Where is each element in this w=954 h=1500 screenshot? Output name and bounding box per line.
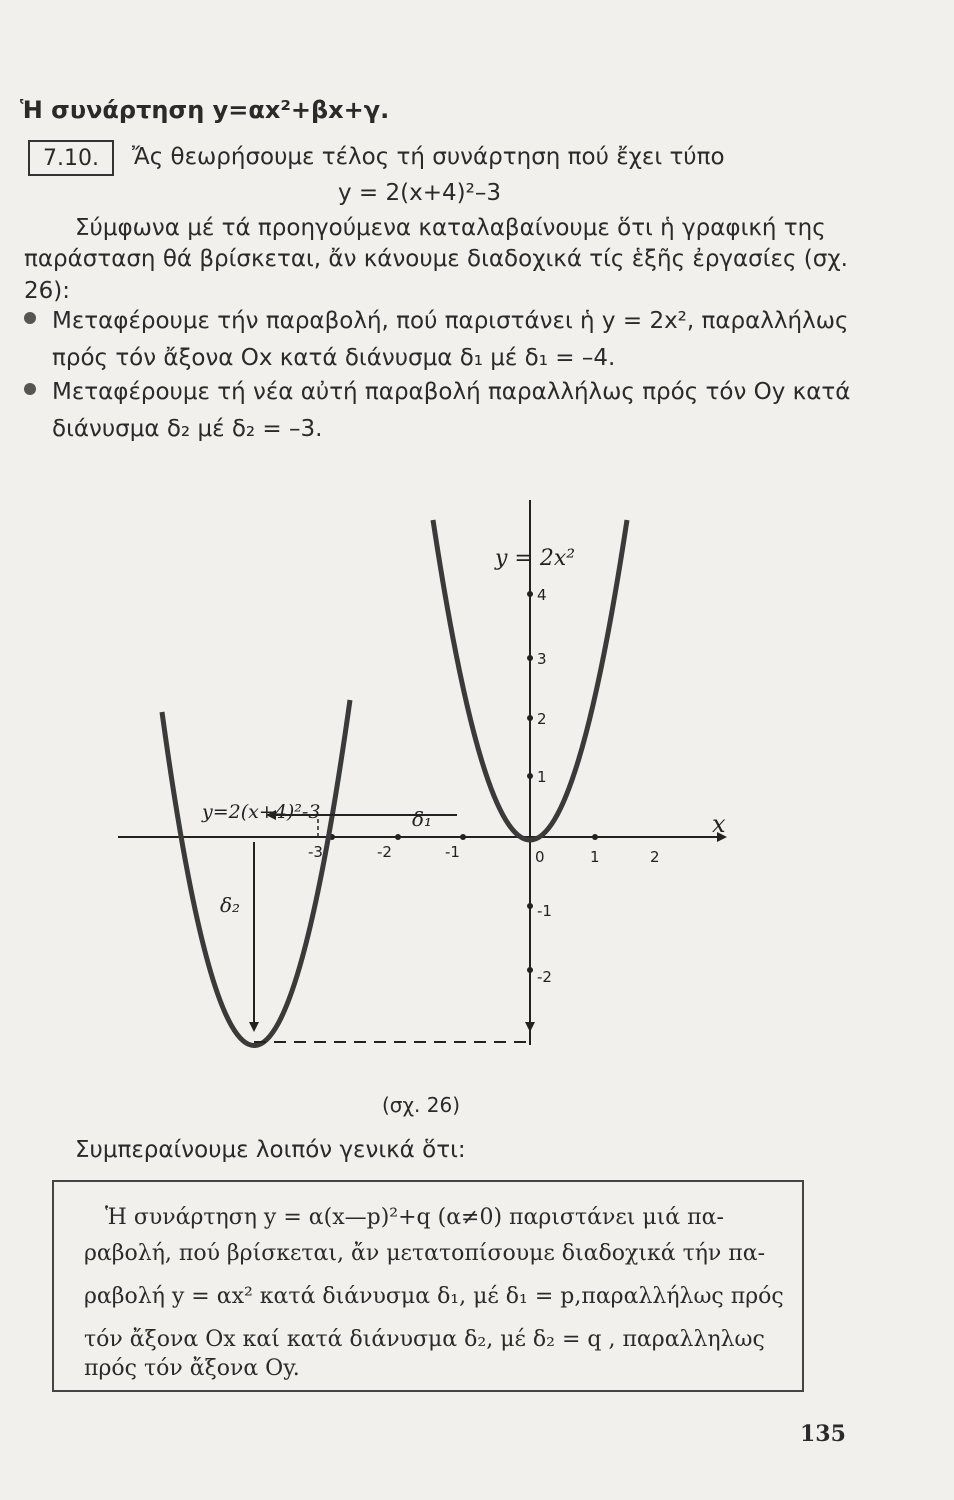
bullet-2-line-1: Μεταφέρουμε τή νέα αὐτή παραβολή παραλλήλως πρός τόν Oy κατά	[52, 379, 851, 405]
theorem-line-1: Ἡ συνάρτηση y = α(x—p)²+q (α≠0) παριστάνει μιά πα-	[105, 1205, 724, 1230]
x-tick-label: -3	[308, 843, 323, 861]
conclusion-text: Συμπεραίνουμε λοιπόν γενικά ὅτι:	[75, 1137, 466, 1163]
example-formula: y = 2(x+4)²–3	[338, 180, 501, 206]
paragraph-line-1: Σύμφωνα μέ τά προηγούμενα καταλαβαίνουμε ὅτι ἡ γραφική της	[75, 215, 826, 241]
bullet-2-line-2: διάνυσμα δ₂ μέ δ₂ = –3.	[52, 416, 323, 442]
bullet-2-dot	[24, 383, 36, 395]
x-tick-label: 0	[535, 848, 545, 866]
bullet-1-line-2: πρός τόν ἄξονα Ox κατά διάνυσμα δ₁ μέ δ₁ = –4.	[52, 345, 616, 371]
figure-caption: (σχ. 26)	[382, 1093, 460, 1117]
example-number: 7.10.	[43, 145, 99, 171]
theorem-line-3: ραβολή y = αx² κατά διάνυσμα δ₁, μέ δ₁ = p,παραλλήλως πρός	[84, 1284, 784, 1309]
bullet-1-dot	[24, 312, 36, 324]
label-vector-d1: δ₁	[412, 807, 433, 831]
page-number: 135	[800, 1421, 846, 1447]
x-tick-label: 1	[590, 848, 600, 866]
bullet-1-line-1: Μεταφέρουμε τήν παραβολή, πού παριστάνει ἡ y = 2x², παραλλήλως	[52, 308, 849, 334]
y-tick-label: 4	[537, 586, 547, 604]
y-tick-label: 1	[537, 768, 547, 786]
label-vector-d2: δ₂	[220, 893, 241, 917]
theorem-line-5: πρός τόν ἄξονα Oy.	[84, 1356, 300, 1381]
y-tick-label: -1	[537, 902, 552, 920]
theorem-line-2: ραβολή, πού βρίσκεται, ἄν μετατοπίσουμε διαδοχικά τήν πα-	[84, 1241, 766, 1266]
example-number-box	[28, 140, 114, 176]
label-shifted-parabola: y=2(x+4)²-3	[202, 801, 321, 823]
x-tick-label: 2	[650, 848, 660, 866]
y-tick-label: 2	[537, 710, 547, 728]
tick-dots	[329, 591, 598, 973]
parabola-shifted	[162, 700, 350, 1046]
theorem-line-4: τόν ἄξονα Ox καί κατά διάνυσμα δ₂, μέ δ₂ = q , παραλληλως	[84, 1327, 765, 1352]
label-y-2x2: y = 2x²	[495, 546, 576, 571]
y-tick-label: 3	[537, 650, 547, 668]
paragraph-line-3: 26):	[24, 278, 70, 304]
paragraph-line-2: παράσταση θά βρίσκεται, ἄν κάνουμε διαδοχικά τίς ἑξῆς ἐργασίες (σχ.	[24, 246, 848, 272]
x-tick-label: -1	[445, 843, 460, 861]
label-x-axis: x	[712, 810, 726, 838]
example-intro: Ἄς θεωρήσουμε τέλος τή συνάρτηση πού ἔχει τύπο	[132, 144, 725, 170]
x-tick-label: -2	[377, 843, 392, 861]
y-tick-label: -2	[537, 968, 552, 986]
parabola-figure	[105, 495, 745, 1085]
section-heading: Ἡ συνάρτηση y=αx²+βx+γ.	[20, 96, 390, 124]
